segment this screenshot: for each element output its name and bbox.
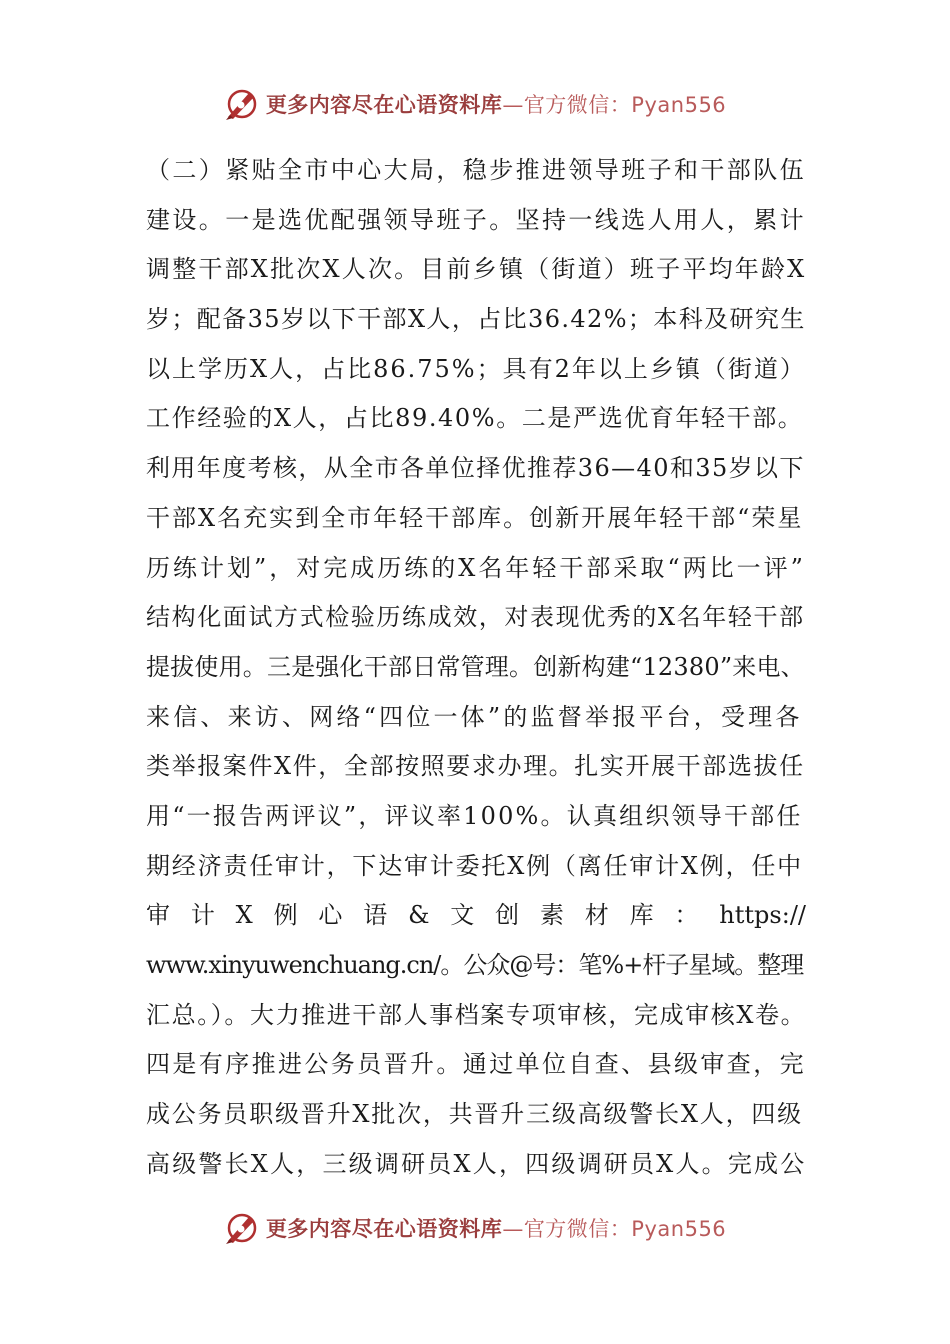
footer-banner bbox=[0, 1206, 950, 1250]
text-line: www.xinyuwenchuang.cn/。公众@号：笔%+杆子星域。整理 bbox=[146, 951, 804, 979]
header-banner bbox=[0, 82, 950, 126]
text-line: 高级警长X人，三级调研员X人，四级调研员X人。完成公 bbox=[146, 1149, 807, 1178]
banner-text-rest: —官方微信：Pyan556 bbox=[502, 93, 727, 117]
text-line: 提拔使用。三是强化干部日常管理。创新构建“12380”来电、 bbox=[146, 652, 805, 681]
text-line: 调整干部X批次X人次。目前乡镇（街道）班子平均年龄X bbox=[146, 255, 807, 284]
text-line: 建设。一是选优配强领导班子。坚持一线选人用人，累计 bbox=[146, 205, 806, 234]
text-line: 审计X例心语&文创素材库：https:// bbox=[146, 901, 806, 930]
text-line: 干部X名充实到全市年轻干部库。创新开展年轻干部“荣星 bbox=[146, 503, 804, 532]
text-line: 成公务员职级晋升X批次，共晋升三级高级警长X人，四级 bbox=[146, 1100, 803, 1129]
text-line: 岁；配备35岁以下干部X人，占比36.42%；本科及研究生 bbox=[146, 305, 806, 334]
pen-circle-logo-icon bbox=[224, 1210, 260, 1246]
text-line: 期经济责任审计，下达审计委托X例（离任审计X例，任中 bbox=[146, 851, 803, 880]
text-line: 以上学历X人，占比86.75%；具有2年以上乡镇（街道） bbox=[146, 354, 806, 383]
banner-text bbox=[266, 1213, 726, 1243]
text-line: （二）紧贴全市中心大局，稳步推进领导班子和干部队伍 bbox=[146, 156, 806, 184]
text-line: 历练计划”，对完成历练的X名年轻干部采取“两比一评” bbox=[146, 553, 806, 582]
text-line: 类举报案件X件，全部按照要求办理。扎实开展干部选拔任 bbox=[146, 752, 805, 781]
text-line: 来信、来访、网络“四位一体”的监督举报平台，受理各 bbox=[146, 702, 803, 731]
text-line: 四是有序推进公务员晋升。通过单位自查、县级审查，完 bbox=[146, 1050, 806, 1079]
text-line: 结构化面试方式检验历练成效，对表现优秀的X名年轻干部 bbox=[146, 603, 805, 632]
banner-text-cn: 更多内容尽在心语资料库 bbox=[265, 92, 503, 117]
text-line: 工作经验的X人，占比89.40%。二是严选优育年轻干部。 bbox=[146, 404, 804, 433]
banner-text-rest: —官方微信：Pyan556 bbox=[502, 1217, 727, 1241]
banner-text bbox=[266, 89, 726, 119]
banner-text-cn: 更多内容尽在心语资料库 bbox=[265, 1216, 503, 1241]
text-line: 用“一报告两评议”，评议率100%。认真组织领导干部任 bbox=[146, 801, 803, 830]
text-line: 汇总。）。大力推进干部人事档案专项审核，完成审核X卷。 bbox=[146, 1000, 807, 1029]
pen-circle-logo-icon bbox=[224, 86, 260, 122]
document-body bbox=[146, 146, 806, 1189]
text-line: 利用年度考核，从全市各单位择优推荐36—40和35岁以下 bbox=[146, 454, 805, 483]
